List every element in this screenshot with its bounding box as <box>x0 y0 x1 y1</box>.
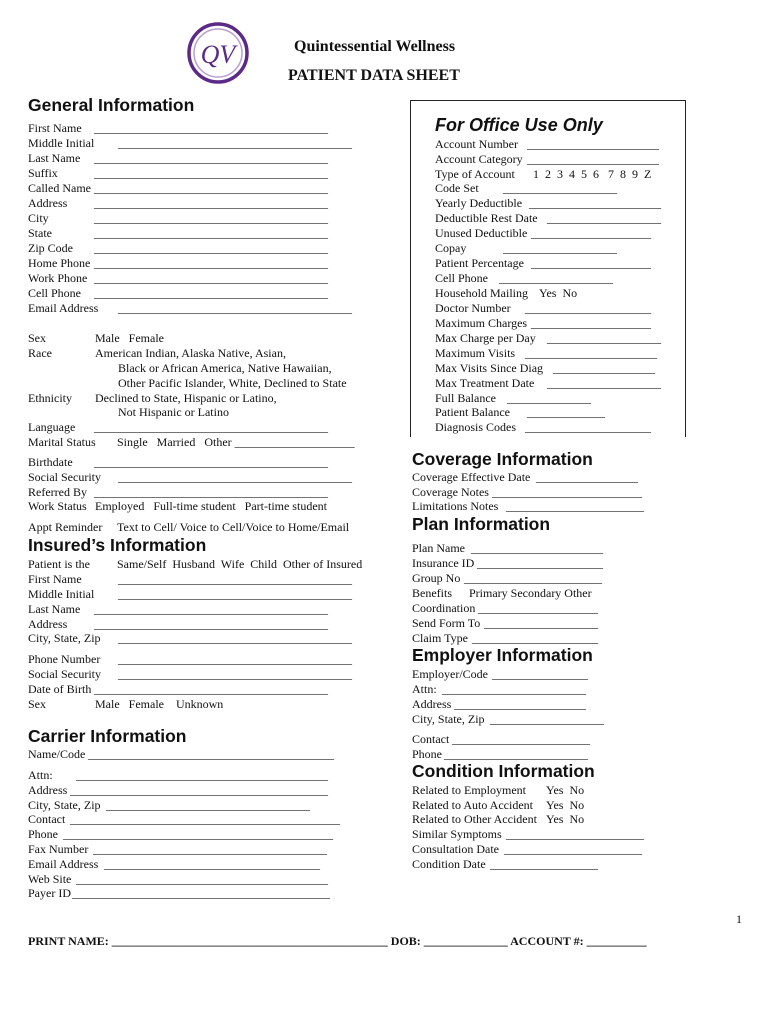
zip-field[interactable]: _______________________________________ <box>94 241 328 255</box>
insured-heading: Insured’s Information <box>28 535 207 555</box>
max-visits-since-diag-field[interactable]: _________________ <box>553 361 655 375</box>
code-set-label: Code Set <box>435 181 479 195</box>
carrier-attn-field[interactable]: __________________________________________ <box>76 768 328 782</box>
claim-type-field[interactable]: _____________________ <box>472 631 598 645</box>
deductible-rest-date-label: Deductible Rest Date <box>435 211 538 225</box>
copay-label: Copay <box>435 241 467 255</box>
address-label: Address <box>28 196 68 210</box>
home-phone-label: Home Phone <box>28 256 91 270</box>
carrier-website-field[interactable]: __________________________________________ <box>76 872 328 886</box>
group-no-field[interactable]: _______________________ <box>464 571 602 585</box>
send-form-to-field[interactable]: ___________________ <box>484 616 598 630</box>
qv-logo <box>187 22 249 84</box>
unused-deductible-field[interactable]: ____________________ <box>531 226 651 240</box>
logo-letters: QV <box>200 40 236 69</box>
marital-options[interactable]: Single Married Other ____________________ <box>117 435 355 449</box>
max-treatment-date-field[interactable]: ___________________ <box>547 376 661 390</box>
carrier-csz-field[interactable]: __________________________________ <box>106 798 310 812</box>
patient-balance-label: Patient Balance <box>435 405 510 419</box>
ethnicity-label: Ethnicity <box>28 391 72 405</box>
similar-symptoms-field[interactable]: _______________________ <box>506 827 644 841</box>
footer-line <box>28 934 647 949</box>
carrier-name-field[interactable]: _________________________________________ <box>88 747 334 761</box>
copay-field[interactable]: ___________________ <box>503 241 617 255</box>
account-category-label: Account Category <box>435 152 523 166</box>
first-name-label: First Name <box>28 121 82 135</box>
sex-label: Sex <box>28 331 46 345</box>
household-mailing-options[interactable]: Yes No <box>539 286 578 300</box>
email-field[interactable]: _______________________________________ <box>118 301 352 315</box>
language-field[interactable]: _______________________________________ <box>94 420 328 434</box>
work-status-label: Work Status <box>28 499 87 513</box>
employer-attn-label: Attn: <box>412 682 437 696</box>
birthdate-label: Birthdate <box>28 455 73 469</box>
patient-percentage-field[interactable]: ____________________ <box>531 256 651 270</box>
carrier-website-label: Web Site <box>28 872 72 886</box>
insured-address-field[interactable]: _______________________________________ <box>94 617 328 631</box>
patient-is-label: Patient is the <box>28 557 90 571</box>
condition-heading: Condition Information <box>412 761 595 781</box>
type-of-account-options[interactable]: 1 2 3 4 5 6 7 8 9 Z <box>533 167 652 181</box>
maximum-charges-label: Maximum Charges <box>435 316 528 330</box>
insured-first-name-field[interactable]: _______________________________________ <box>118 572 352 586</box>
print-name-label: PRINT NAME: <box>28 934 109 948</box>
email-label: Email Address <box>28 301 99 315</box>
account-number-label: Account Number <box>435 137 518 151</box>
suffix-field[interactable]: _______________________________________ <box>94 166 328 180</box>
footer-account-field[interactable]: __________ <box>586 934 647 948</box>
deductible-rest-date-field[interactable]: ___________________ <box>547 211 661 225</box>
doc-title: PATIENT DATA SHEET <box>288 67 460 84</box>
race-options-3[interactable]: Other Pacific Islander, White, Declined to State <box>118 376 347 390</box>
related-employment-label: Related to Employment <box>412 783 526 797</box>
insured-middle-field[interactable]: _______________________________________ <box>118 587 352 601</box>
footer-dob-label: DOB: <box>390 934 421 948</box>
account-number-field[interactable]: ______________________ <box>527 137 659 151</box>
carrier-csz-label: City, State, Zip <box>28 798 101 812</box>
work-phone-field[interactable]: _______________________________________ <box>94 271 328 285</box>
group-no-label: Group No <box>412 571 461 585</box>
doctor-number-field[interactable]: _____________________ <box>525 301 651 315</box>
coverage-heading: Coverage Information <box>412 449 593 469</box>
ssn-field[interactable]: _______________________________________ <box>118 470 352 484</box>
ssn-label: Social Security <box>28 470 101 484</box>
insured-dob-label: Date of Birth <box>28 682 92 696</box>
last-name-label: Last Name <box>28 151 81 165</box>
work-phone-label: Work Phone <box>28 271 88 285</box>
city-field[interactable]: _______________________________________ <box>94 211 328 225</box>
carrier-fax-label: Fax Number <box>28 842 89 856</box>
sex-options[interactable]: Male Female <box>95 331 164 345</box>
similar-symptoms-label: Similar Symptoms <box>412 827 502 841</box>
page-number: 1 <box>736 912 742 926</box>
employer-attn-field[interactable]: ________________________ <box>442 682 586 696</box>
carrier-payer-label: Payer ID <box>28 886 71 900</box>
carrier-phone-field[interactable]: _____________________________________________ <box>63 827 333 841</box>
claim-type-label: Claim Type <box>412 631 468 645</box>
related-other-options[interactable]: Yes No <box>546 812 585 826</box>
carrier-address-label: Address <box>28 783 68 797</box>
employer-contact-field[interactable]: _______________________ <box>452 732 590 746</box>
middle-initial-field[interactable]: _______________________________________ <box>118 136 352 150</box>
carrier-fax-field[interactable]: _______________________________________ <box>93 842 327 856</box>
state-label: State <box>28 226 52 240</box>
carrier-address-field[interactable]: ___________________________________________ <box>70 783 328 797</box>
employer-address-field[interactable]: ______________________ <box>454 697 586 711</box>
appt-reminder-label: Appt Reminder <box>28 520 103 534</box>
footer-account-label: ACCOUNT #: <box>510 934 584 948</box>
state-field[interactable]: _______________________________________ <box>94 226 328 240</box>
insured-csz-label: City, State, Zip <box>28 631 101 645</box>
coverage-effective-field[interactable]: _________________ <box>536 470 638 484</box>
city-label: City <box>28 211 49 225</box>
max-visits-since-diag-label: Max Visits Since Diag <box>435 361 544 375</box>
related-auto-options[interactable]: Yes No <box>546 798 585 812</box>
maximum-visits-label: Maximum Visits <box>435 346 516 360</box>
middle-initial-label: Middle Initial <box>28 136 95 150</box>
coordination-label: Coordination <box>412 601 476 615</box>
account-category-field[interactable]: ______________________ <box>527 152 659 166</box>
insured-csz-field[interactable]: _______________________________________ <box>118 631 352 645</box>
insurance-id-field[interactable]: _____________________ <box>477 556 603 570</box>
cell-phone-label: Cell Phone <box>28 286 81 300</box>
insured-address-label: Address <box>28 617 68 631</box>
insured-phone-field[interactable]: _______________________________________ <box>118 652 352 666</box>
language-label: Language <box>28 420 76 434</box>
employer-phone-label: Phone <box>412 747 442 761</box>
insured-last-name-field[interactable]: _______________________________________ <box>94 602 328 616</box>
insured-dob-field[interactable]: _______________________________________ <box>94 682 328 696</box>
patient-is-options[interactable]: Same/Self Husband Wife Child Other of Insured <box>117 557 363 571</box>
consultation-date-field[interactable]: _______________________ <box>504 842 642 856</box>
home-phone-field[interactable]: _______________________________________ <box>94 256 328 270</box>
benefits-options[interactable]: Primary Secondary Other <box>469 586 592 600</box>
patient-balance-field[interactable]: _____________ <box>527 405 605 419</box>
plan-name-field[interactable]: ______________________ <box>471 541 603 555</box>
limitations-label: Limitations Notes <box>412 499 499 513</box>
employer-address-label: Address <box>412 697 452 711</box>
suffix-label: Suffix <box>28 166 58 180</box>
office-cell-phone-label: Cell Phone <box>435 271 488 285</box>
referred-label: Referred By <box>28 485 87 499</box>
diagnosis-codes-field[interactable]: _____________________ <box>525 420 651 434</box>
zip-label: Zip Code <box>28 241 73 255</box>
carrier-email-field[interactable]: ____________________________________ <box>104 857 320 871</box>
called-name-field[interactable]: _______________________________________ <box>94 181 328 195</box>
race-options-2[interactable]: Black or African America, Native Hawaiian, <box>118 361 332 375</box>
employer-csz-label: City, State, Zip <box>412 712 485 726</box>
work-status-options[interactable]: Employed Full-time student Part-time student <box>95 499 327 513</box>
diagnosis-codes-label: Diagnosis Codes <box>435 420 516 434</box>
max-treatment-date-label: Max Treatment Date <box>435 376 535 390</box>
carrier-contact-field[interactable]: _____________________________________________ <box>70 812 340 826</box>
address-field[interactable]: _______________________________________ <box>94 196 328 210</box>
unused-deductible-label: Unused Deductible <box>435 226 528 240</box>
org-name: Quintessential Wellness <box>294 38 456 55</box>
related-employment-options[interactable]: Yes No <box>546 783 585 797</box>
carrier-heading: Carrier Information <box>28 726 187 746</box>
print-name-field[interactable]: ______________________________________________ <box>111 934 388 948</box>
coordination-field[interactable]: ____________________ <box>478 601 598 615</box>
condition-date-label: Condition Date <box>412 857 486 871</box>
coverage-effective-label: Coverage Effective Date <box>412 470 531 484</box>
related-other-label: Related to Other Accident <box>412 812 537 826</box>
footer-dob-field[interactable]: ______________ <box>423 934 508 948</box>
benefits-label: Benefits <box>412 586 452 600</box>
household-mailing-label: Household Mailing <box>435 286 528 300</box>
related-auto-label: Related to Auto Accident <box>412 798 533 812</box>
race-label: Race <box>28 346 52 360</box>
yearly-deductible-field[interactable]: ______________________ <box>529 196 661 210</box>
insured-last-name-label: Last Name <box>28 602 81 616</box>
coverage-notes-field[interactable]: _________________________ <box>492 485 642 499</box>
insured-sex-label: Sex <box>28 697 46 711</box>
employer-contact-label: Contact <box>412 732 450 746</box>
insured-ssn-field[interactable]: _______________________________________ <box>118 667 352 681</box>
office-cell-phone-field[interactable]: ___________________ <box>499 271 613 285</box>
insurance-id-label: Insurance ID <box>412 556 475 570</box>
carrier-contact-label: Contact <box>28 812 66 826</box>
called-name-label: Called Name <box>28 181 91 195</box>
employer-code-label: Employer/Code <box>412 667 488 681</box>
type-of-account-label: Type of Account <box>435 167 515 181</box>
ethnicity-options-1[interactable]: Declined to State, Hispanic or Latino, <box>95 391 277 405</box>
coverage-notes-label: Coverage Notes <box>412 485 489 499</box>
general-heading: General Information <box>28 95 195 115</box>
first-name-field[interactable]: _______________________________________ <box>94 121 328 135</box>
employer-csz-field[interactable]: ___________________ <box>490 712 604 726</box>
carrier-attn-label: Attn: <box>28 768 53 782</box>
appt-reminder-options[interactable]: Text to Cell/ Voice to Cell/Voice to Home/Email <box>117 520 350 534</box>
insured-ssn-label: Social Security <box>28 667 101 681</box>
max-charge-per-day-field[interactable]: ___________________ <box>547 331 661 345</box>
birthdate-field[interactable]: _______________________________________ <box>94 455 328 469</box>
patient-percentage-label: Patient Percentage <box>435 256 524 270</box>
maximum-visits-field[interactable]: ______________________ <box>525 346 657 360</box>
plan-name-label: Plan Name <box>412 541 465 555</box>
insured-phone-label: Phone Number <box>28 652 101 666</box>
employer-heading: Employer Information <box>412 645 593 665</box>
full-balance-field[interactable]: ______________ <box>507 391 591 405</box>
carrier-name-label: Name/Code <box>28 747 86 761</box>
insured-sex-options[interactable]: Male Female Unknown <box>95 697 224 711</box>
referred-field[interactable]: _______________________________________ <box>94 485 328 499</box>
code-set-field[interactable]: ___________________ <box>503 181 617 195</box>
employer-phone-field[interactable]: ________________________ <box>444 747 588 761</box>
last-name-field[interactable]: _______________________________________ <box>94 151 328 165</box>
cell-phone-field[interactable]: _______________________________________ <box>94 286 328 300</box>
carrier-email-label: Email Address <box>28 857 99 871</box>
send-form-to-label: Send Form To <box>412 616 481 630</box>
carrier-payer-field[interactable]: ___________________________________________ <box>72 886 330 900</box>
consultation-date-label: Consultation Date <box>412 842 499 856</box>
plan-heading: Plan Information <box>412 514 551 534</box>
yearly-deductible-label: Yearly Deductible <box>435 196 523 210</box>
marital-label: Marital Status <box>28 435 96 449</box>
race-options-1[interactable]: American Indian, Alaska Native, Asian, <box>95 346 286 360</box>
employer-code-field[interactable]: ________________ <box>492 667 588 681</box>
insured-middle-label: Middle Initial <box>28 587 95 601</box>
carrier-phone-label: Phone <box>28 827 58 841</box>
condition-date-field[interactable]: __________________ <box>490 857 598 871</box>
doctor-number-label: Doctor Number <box>435 301 511 315</box>
ethnicity-options-2[interactable]: Not Hispanic or Latino <box>118 405 229 419</box>
max-charge-per-day-label: Max Charge per Day <box>435 331 536 345</box>
maximum-charges-field[interactable]: ____________________ <box>531 316 651 330</box>
full-balance-label: Full Balance <box>435 391 496 405</box>
limitations-field[interactable]: _______________________ <box>506 499 644 513</box>
insured-first-name-label: First Name <box>28 572 82 586</box>
office-heading: For Office Use Only <box>435 115 603 135</box>
